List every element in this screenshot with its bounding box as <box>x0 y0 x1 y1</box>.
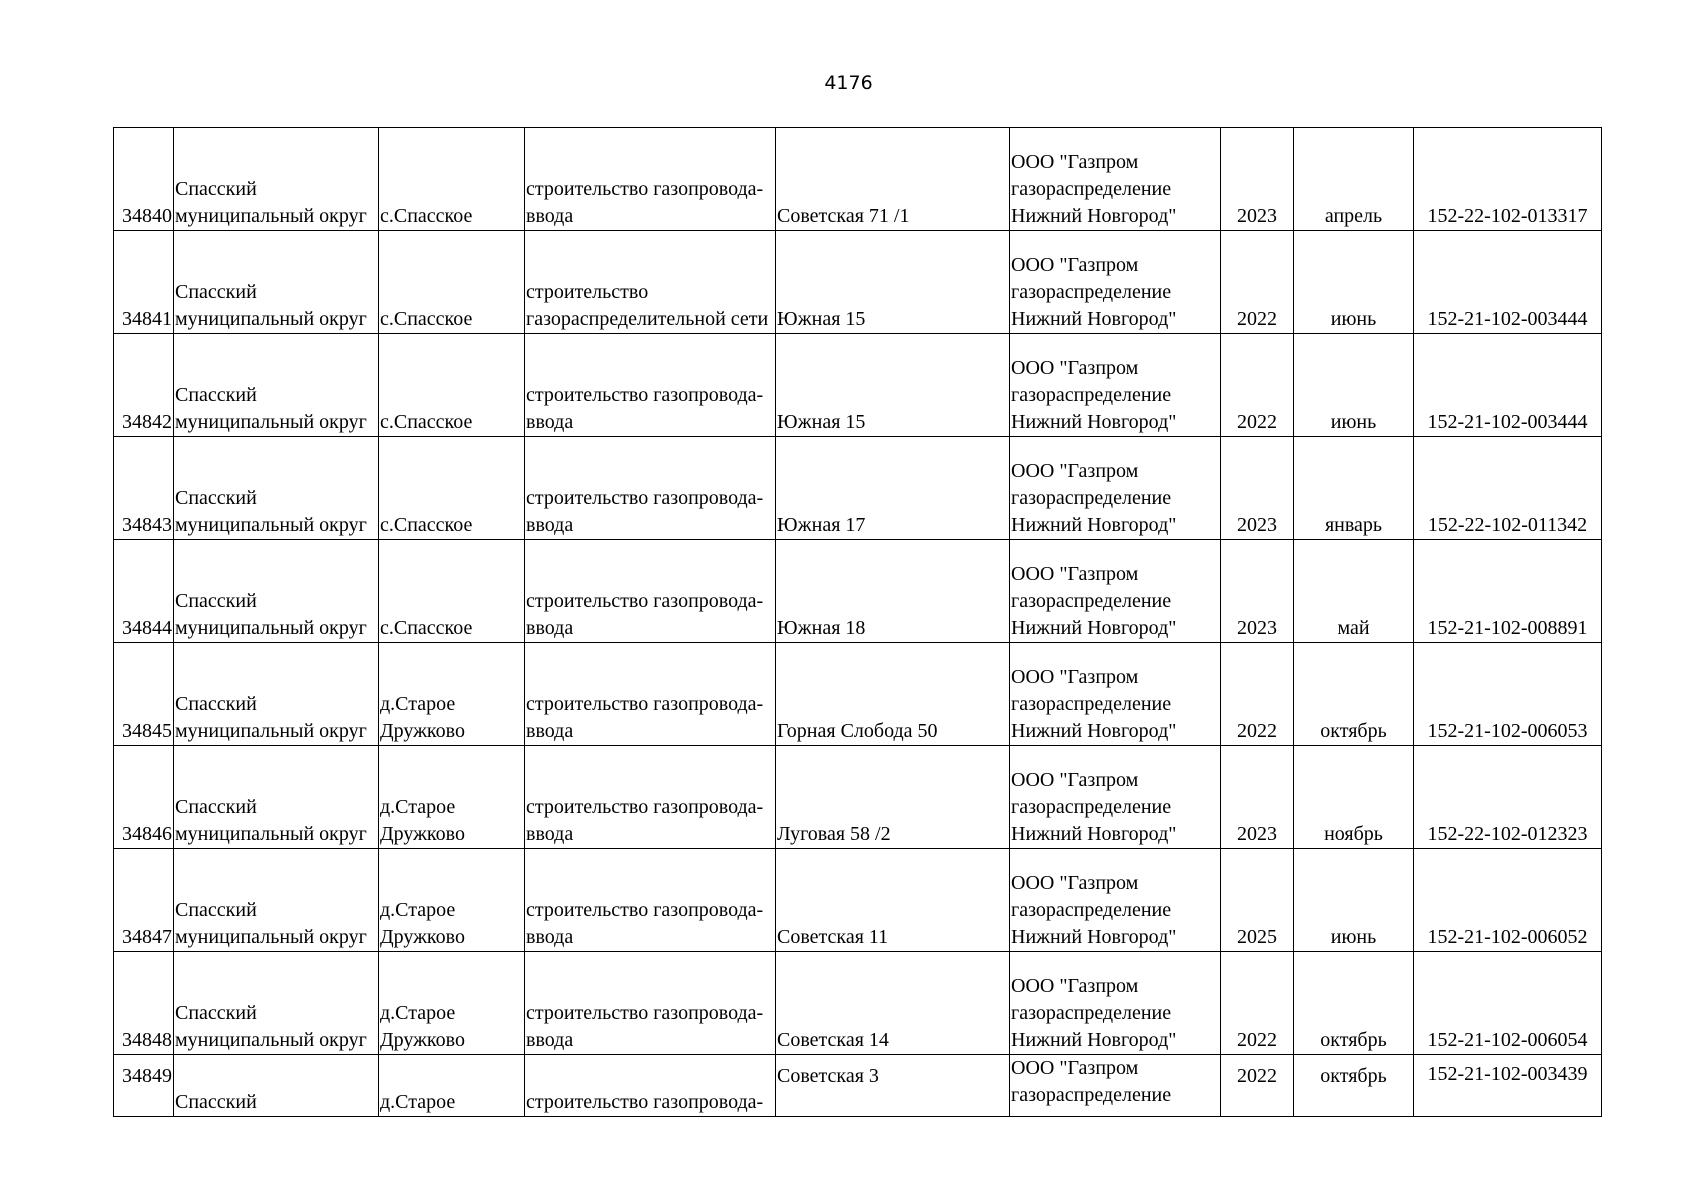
work-type-cell <box>525 643 776 746</box>
year-cell <box>1221 849 1294 952</box>
organization-cell-text: газораспределение <box>1011 281 1172 303</box>
row-number <box>114 128 174 231</box>
month-cell <box>1294 1055 1414 1117</box>
locality-cell-text: д.Старое <box>380 693 456 715</box>
district-cell-text: муниципальный округ <box>175 411 367 433</box>
table-row <box>114 437 1602 540</box>
organization-cell-text: Нижний Новгород" <box>1011 1029 1177 1051</box>
row-number <box>114 849 174 952</box>
district-cell-text: Спасский <box>175 693 257 715</box>
address-cell <box>776 952 1010 1055</box>
permit-number-cell-text: 152-21-102-003439 <box>1427 1063 1588 1085</box>
month-cell-text: май <box>1337 617 1370 639</box>
organization-cell <box>1010 128 1221 231</box>
organization-cell-text: Нижний Новгород" <box>1011 720 1177 742</box>
work-type-cell-text: строительство газопровода- <box>526 178 764 200</box>
work-type-cell-text: строительство газопровода- <box>526 1091 764 1113</box>
work-type-cell-text: строительство <box>526 281 649 303</box>
locality-cell-text: с.Спасское <box>380 308 473 330</box>
permit-number-cell-text: 152-21-102-003444 <box>1427 308 1588 330</box>
month-cell <box>1294 849 1414 952</box>
locality-cell-text: д.Старое <box>380 1002 456 1024</box>
year-cell-text: 2022 <box>1237 308 1277 330</box>
permit-number-cell-text: 152-21-102-006052 <box>1427 926 1588 948</box>
permit-number-cell-text: 152-21-102-006054 <box>1427 1029 1588 1051</box>
work-type-cell-text: строительство газопровода- <box>526 487 764 509</box>
year-cell <box>1221 231 1294 334</box>
address-cell <box>776 128 1010 231</box>
work-type-cell-text: ввода <box>526 205 574 227</box>
year-cell-text: 2022 <box>1237 1029 1277 1051</box>
registry-table <box>113 127 1602 1117</box>
address-cell-text: Южная 17 <box>777 514 866 536</box>
address-cell <box>776 231 1010 334</box>
work-type-cell <box>525 128 776 231</box>
month-cell <box>1294 952 1414 1055</box>
organization-cell <box>1010 849 1221 952</box>
page-number: 4176 <box>824 72 873 94</box>
work-type-cell-text: строительство газопровода- <box>526 693 764 715</box>
district-cell <box>174 540 379 643</box>
organization-cell-text: ООО "Газпром <box>1011 975 1139 997</box>
address-cell-text: Советская 11 <box>777 926 889 948</box>
address-cell-text: Советская 71 /1 <box>777 205 910 227</box>
row-number-text: 34845 <box>122 720 172 742</box>
permit-number-cell <box>1414 334 1602 437</box>
month-cell <box>1294 437 1414 540</box>
table-row <box>114 1055 1602 1117</box>
month-cell-text: апрель <box>1324 205 1383 227</box>
organization-cell-text: Нижний Новгород" <box>1011 308 1177 330</box>
year-cell-text: 2022 <box>1237 411 1277 433</box>
district-cell-text: Спасский <box>175 590 257 612</box>
organization-cell-text: газораспределение <box>1011 693 1172 715</box>
month-cell-text: октябрь <box>1320 1065 1387 1087</box>
address-cell-text: Горная Слобода 50 <box>777 720 938 742</box>
organization-cell-text: Нижний Новгород" <box>1011 823 1177 845</box>
locality-cell <box>379 952 525 1055</box>
permit-number-cell-text: 152-22-102-012323 <box>1427 823 1588 845</box>
row-number-text: 34840 <box>122 205 172 227</box>
district-cell-text: муниципальный округ <box>175 1029 367 1051</box>
work-type-cell-text: строительство газопровода- <box>526 590 764 612</box>
district-cell-text: Спасский <box>175 281 257 303</box>
row-number <box>114 952 174 1055</box>
row-number-text: 34847 <box>122 926 172 948</box>
address-cell-text: Советская 14 <box>777 1029 889 1051</box>
work-type-cell-text: строительство газопровода- <box>526 796 764 818</box>
organization-cell-text: ООО "Газпром <box>1011 151 1139 173</box>
district-cell-text: Спасский <box>175 1002 257 1024</box>
row-number <box>114 643 174 746</box>
locality-cell-text: Дружково <box>380 1029 465 1051</box>
organization-cell-text: ООО "Газпром <box>1011 254 1139 276</box>
permit-number-cell-text: 152-21-102-008891 <box>1427 617 1588 639</box>
locality-cell <box>379 746 525 849</box>
work-type-cell-text: ввода <box>526 617 574 639</box>
district-cell-text: Спасский <box>175 796 257 818</box>
organization-cell-text: газораспределение <box>1011 178 1172 200</box>
organization-cell-text: ООО "Газпром <box>1011 460 1139 482</box>
locality-cell <box>379 849 525 952</box>
organization-cell <box>1010 746 1221 849</box>
organization-cell-text: газораспределение <box>1011 899 1172 921</box>
permit-number-cell <box>1414 952 1602 1055</box>
row-number-text: 34841 <box>122 308 172 330</box>
month-cell-text: ноябрь <box>1324 823 1383 845</box>
locality-cell <box>379 334 525 437</box>
table-row <box>114 849 1602 952</box>
year-cell <box>1221 643 1294 746</box>
organization-cell-text: газораспределение <box>1011 384 1172 406</box>
locality-cell-text: с.Спасское <box>380 514 473 536</box>
address-cell-text: Южная 15 <box>777 308 866 330</box>
row-number <box>114 540 174 643</box>
organization-cell-text: ООО "Газпром <box>1011 769 1139 791</box>
district-cell-text: муниципальный округ <box>175 308 367 330</box>
month-cell-text: январь <box>1324 514 1383 536</box>
address-cell <box>776 1055 1010 1117</box>
year-cell-text: 2022 <box>1237 1065 1277 1087</box>
row-number-text: 34844 <box>122 617 172 639</box>
organization-cell <box>1010 643 1221 746</box>
row-number-text: 34842 <box>122 411 172 433</box>
month-cell-text: октябрь <box>1320 720 1387 742</box>
row-number-text: 34846 <box>122 823 172 845</box>
locality-cell-text: Дружково <box>380 926 465 948</box>
district-cell-text: Спасский <box>175 487 257 509</box>
organization-cell <box>1010 952 1221 1055</box>
work-type-cell-text: ввода <box>526 926 574 948</box>
address-cell <box>776 437 1010 540</box>
year-cell <box>1221 1055 1294 1117</box>
row-number-text: 34843 <box>122 514 172 536</box>
district-cell-text: муниципальный округ <box>175 823 367 845</box>
locality-cell <box>379 231 525 334</box>
district-cell-text: муниципальный округ <box>175 205 367 227</box>
month-cell <box>1294 128 1414 231</box>
organization-cell-text: Нижний Новгород" <box>1011 205 1177 227</box>
locality-cell-text: с.Спасское <box>380 617 473 639</box>
work-type-cell-text: строительство газопровода- <box>526 899 764 921</box>
organization-cell-text: газораспределение <box>1011 796 1172 818</box>
work-type-cell <box>525 849 776 952</box>
district-cell <box>174 128 379 231</box>
organization-cell <box>1010 540 1221 643</box>
organization-cell-text: Нижний Новгород" <box>1011 926 1177 948</box>
organization-cell <box>1010 1055 1221 1117</box>
table-row <box>114 540 1602 643</box>
year-cell <box>1221 128 1294 231</box>
district-cell-text: муниципальный округ <box>175 926 367 948</box>
organization-cell-text: ООО "Газпром <box>1011 1057 1139 1079</box>
work-type-cell <box>525 231 776 334</box>
permit-number-cell <box>1414 849 1602 952</box>
locality-cell-text: д.Старое <box>380 899 456 921</box>
address-cell <box>776 643 1010 746</box>
locality-cell <box>379 540 525 643</box>
row-number <box>114 334 174 437</box>
work-type-cell-text: ввода <box>526 823 574 845</box>
permit-number-cell-text: 152-22-102-011342 <box>1427 514 1588 536</box>
table-body <box>114 128 1602 1117</box>
work-type-cell <box>525 746 776 849</box>
work-type-cell-text: ввода <box>526 1029 574 1051</box>
year-cell-text: 2022 <box>1237 720 1277 742</box>
address-cell-text: Советская 3 <box>777 1065 879 1087</box>
district-cell-text: муниципальный округ <box>175 720 367 742</box>
row-number <box>114 231 174 334</box>
month-cell-text: октябрь <box>1320 1029 1387 1051</box>
year-cell <box>1221 334 1294 437</box>
row-number <box>114 437 174 540</box>
year-cell-text: 2025 <box>1237 926 1277 948</box>
table-row <box>114 334 1602 437</box>
permit-number-cell-text: 152-22-102-013317 <box>1427 205 1588 227</box>
month-cell <box>1294 643 1414 746</box>
organization-cell-text: ООО "Газпром <box>1011 563 1139 585</box>
year-cell-text: 2023 <box>1237 205 1277 227</box>
organization-cell-text: ООО "Газпром <box>1011 872 1139 894</box>
locality-cell-text: д.Старое <box>380 1091 456 1113</box>
district-cell-text: Спасский <box>175 899 257 921</box>
address-cell <box>776 540 1010 643</box>
district-cell-text: Спасский <box>175 1091 257 1113</box>
district-cell-text: Спасский <box>175 178 257 200</box>
year-cell-text: 2023 <box>1237 617 1277 639</box>
permit-number-cell <box>1414 643 1602 746</box>
organization-cell-text: ООО "Газпром <box>1011 357 1139 379</box>
district-cell-text: Спасский <box>175 384 257 406</box>
row-number-text: 34848 <box>122 1029 172 1051</box>
district-cell <box>174 1055 379 1117</box>
work-type-cell-text: ввода <box>526 411 574 433</box>
district-cell-text: муниципальный округ <box>175 514 367 536</box>
table-row <box>114 128 1602 231</box>
permit-number-cell <box>1414 540 1602 643</box>
locality-cell-text: Дружково <box>380 720 465 742</box>
organization-cell-text: ООО "Газпром <box>1011 666 1139 688</box>
permit-number-cell <box>1414 1055 1602 1117</box>
row-number <box>114 1055 174 1117</box>
table-row <box>114 952 1602 1055</box>
address-cell-text: Южная 18 <box>777 617 866 639</box>
month-cell <box>1294 231 1414 334</box>
address-cell-text: Луговая 58 /2 <box>777 823 891 845</box>
locality-cell <box>379 643 525 746</box>
organization-cell-text: газораспределение <box>1011 487 1172 509</box>
permit-number-cell-text: 152-21-102-006053 <box>1427 720 1588 742</box>
month-cell <box>1294 746 1414 849</box>
work-type-cell <box>525 540 776 643</box>
work-type-cell <box>525 437 776 540</box>
address-cell <box>776 334 1010 437</box>
locality-cell <box>379 128 525 231</box>
organization-cell-text: Нижний Новгород" <box>1011 617 1177 639</box>
year-cell <box>1221 437 1294 540</box>
work-type-cell <box>525 1055 776 1117</box>
permit-number-cell <box>1414 437 1602 540</box>
organization-cell-text: газораспределение <box>1011 1084 1172 1106</box>
work-type-cell-text: ввода <box>526 720 574 742</box>
address-cell-text: Южная 15 <box>777 411 866 433</box>
locality-cell-text: Дружково <box>380 823 465 845</box>
month-cell <box>1294 540 1414 643</box>
work-type-cell-text: строительство газопровода- <box>526 384 764 406</box>
table-row <box>114 746 1602 849</box>
district-cell <box>174 231 379 334</box>
district-cell-text: муниципальный округ <box>175 617 367 639</box>
district-cell <box>174 952 379 1055</box>
address-cell <box>776 849 1010 952</box>
organization-cell-text: Нижний Новгород" <box>1011 411 1177 433</box>
year-cell <box>1221 952 1294 1055</box>
work-type-cell <box>525 952 776 1055</box>
row-number <box>114 746 174 849</box>
month-cell <box>1294 334 1414 437</box>
locality-cell <box>379 437 525 540</box>
year-cell-text: 2023 <box>1237 514 1277 536</box>
address-cell <box>776 746 1010 849</box>
permit-number-cell <box>1414 231 1602 334</box>
district-cell <box>174 849 379 952</box>
work-type-cell-text: строительство газопровода- <box>526 1002 764 1024</box>
month-cell-text: июнь <box>1330 411 1377 433</box>
work-type-cell <box>525 334 776 437</box>
locality-cell <box>379 1055 525 1117</box>
year-cell-text: 2023 <box>1237 823 1277 845</box>
permit-number-cell <box>1414 128 1602 231</box>
month-cell-text: июнь <box>1330 926 1377 948</box>
work-type-cell-text: газораспределительной сети <box>526 308 769 330</box>
organization-cell <box>1010 334 1221 437</box>
district-cell <box>174 746 379 849</box>
locality-cell-text: с.Спасское <box>380 411 473 433</box>
year-cell <box>1221 746 1294 849</box>
organization-cell <box>1010 231 1221 334</box>
year-cell <box>1221 540 1294 643</box>
locality-cell-text: д.Старое <box>380 796 456 818</box>
table-row <box>114 643 1602 746</box>
organization-cell-text: газораспределение <box>1011 1002 1172 1024</box>
work-type-cell-text: ввода <box>526 514 574 536</box>
organization-cell-text: газораспределение <box>1011 590 1172 612</box>
permit-number-cell-text: 152-21-102-003444 <box>1427 411 1588 433</box>
organization-cell <box>1010 437 1221 540</box>
district-cell <box>174 334 379 437</box>
table-row <box>114 231 1602 334</box>
permit-number-cell <box>1414 746 1602 849</box>
district-cell <box>174 437 379 540</box>
row-number-text: 34849 <box>122 1065 172 1087</box>
month-cell-text: июнь <box>1330 308 1377 330</box>
organization-cell-text: Нижний Новгород" <box>1011 514 1177 536</box>
district-cell <box>174 643 379 746</box>
locality-cell-text: с.Спасское <box>380 205 473 227</box>
